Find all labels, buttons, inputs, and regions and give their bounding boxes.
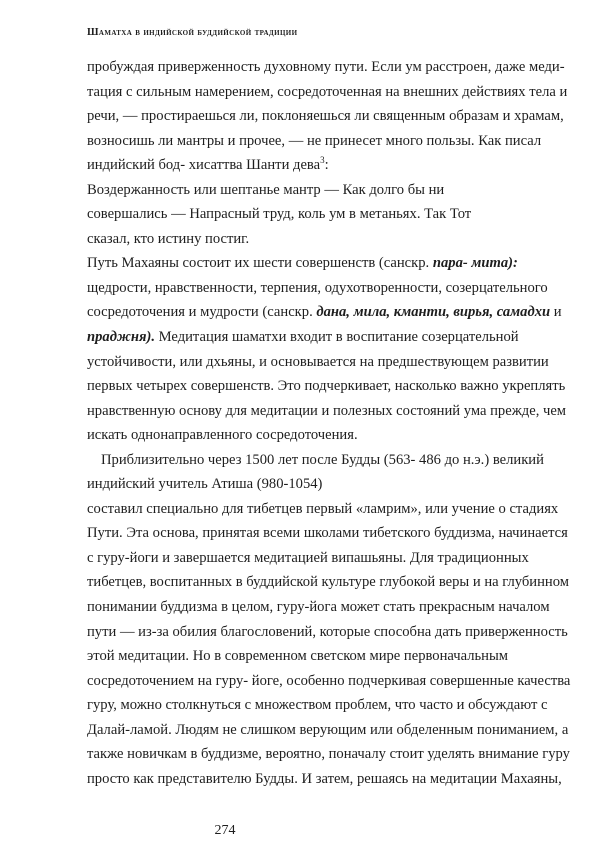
text-line: устойчивости, или дхьяны, и основывается на предшествующем развитии xyxy=(87,353,549,370)
text-line: понимании буддизма в целом, гуру-йога может стать прекрасным началом xyxy=(87,599,550,616)
body-text xyxy=(87,55,571,791)
text-line: искать однонаправленного сосредоточения. xyxy=(87,427,358,444)
running-header: Шаматха в индийской буддийской традиции xyxy=(87,27,298,38)
text-line: щедрости, нравственности, терпения, одухотворенности, созерцательного xyxy=(87,279,548,296)
text-line: также новичкам в буддизме, вероятно, поначалу стоит уделять внимание гуру xyxy=(87,746,570,763)
text-line: сказал, кто истину постиг. xyxy=(87,230,250,247)
text-line: тибетцев, воспитанных в буддийской культуре глубокой веры и на глубинном xyxy=(87,574,569,591)
text-line: праджня). Медитация шаматхи входит в воспитание созерцательной xyxy=(87,329,519,346)
text-line: сосредоточением на гуру- йоге, особенно подчеркивая совершенные качества xyxy=(87,672,571,689)
text-line: с гуру-йоги и завершается медитацией випашьяны. Для традиционных xyxy=(87,549,529,566)
page-number: 274 xyxy=(214,823,236,838)
text-line: пути — из-за обилия благословений, которые способна дать приверженность xyxy=(87,623,568,640)
text-line: индийский учитель Атиша (980-1054) xyxy=(87,476,323,493)
text-line: Воздержанность или шептанье мантр — Как долго бы ни xyxy=(87,181,445,198)
footnote-reference: 3 xyxy=(320,155,325,166)
text-line: тация с сильным намерением, сосредоточенная на внешних действиях тела и xyxy=(87,83,568,100)
text-line: просто как представителю Будды. И затем, решаясь на медитации Махаяны, xyxy=(87,770,562,787)
text-line: Путь Махаяны состоит их шести совершенств (санскр. пара- мита): xyxy=(87,255,518,272)
text-line: Приблизительно через 1500 лет после Будды (563- 486 до н.э.) великий xyxy=(101,451,544,468)
text-line: речи, — простираешься ли, поклоняешься ли священным образам и храмам, xyxy=(87,108,564,125)
text-line: нравственную основу для медитации и полезных состояний ума прежде, чем xyxy=(87,402,567,419)
text-line: первых четырех совершенств. Это подчеркивает, насколько важно укреплять xyxy=(87,378,566,395)
text-line: совершались — Напрасный труд, коль ум в метаньях. Так Тот xyxy=(87,206,472,223)
text-line: индийский бод- хисаттва Шанти дева$^3$: xyxy=(87,155,329,174)
text-line: сосредоточения и мудрости (санскр. дана, мила, кманти, вирья, самадхи и xyxy=(87,304,562,321)
text-line: гуру, можно столкнуться с множеством проблем, что часто и обсуждают с xyxy=(87,697,548,714)
text-line: Далай-ламой. Людям не слишком верующим или обделенным пониманием, а xyxy=(87,721,569,738)
text-line: этой медитации. Но в современном светском мире первоначальным xyxy=(87,648,509,665)
text-line: пробуждая приверженность духовному пути. Если ум расстроен, даже меди- xyxy=(87,59,565,75)
text-line: Пути. Эта основа, принятая всеми школами тибетского буддизма, начинается xyxy=(87,525,568,542)
text-line: возносишь ли мантры и прочее, — не принесет много пользы. Как писал xyxy=(87,132,542,149)
text-line: составил специально для тибетцев первый «ламрим», или учение о стадиях xyxy=(87,500,559,517)
